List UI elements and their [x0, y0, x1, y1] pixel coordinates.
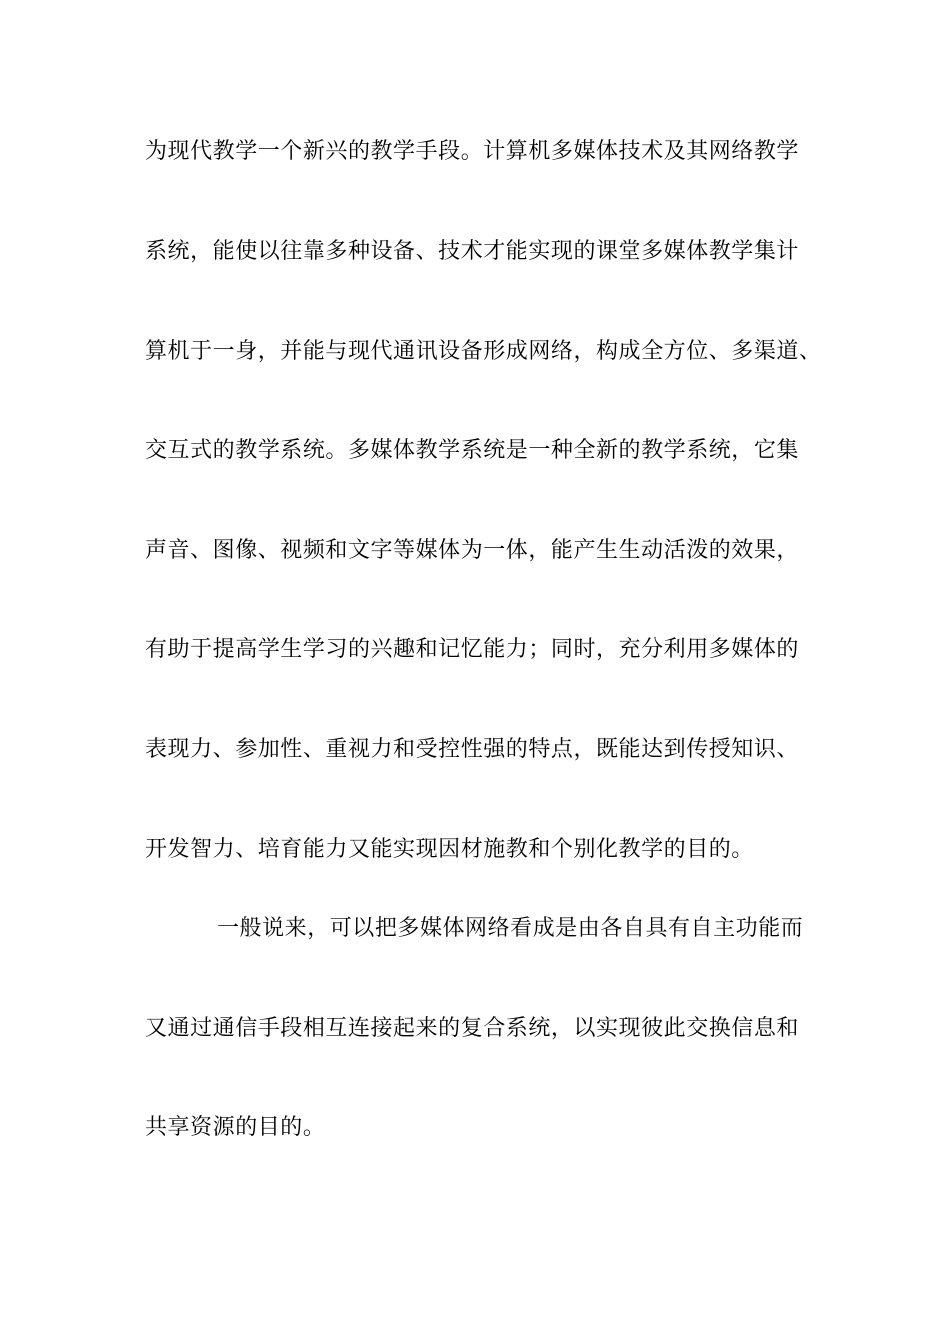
paragraph-line: 共享资源的目的。: [145, 1115, 326, 1140]
paragraph-line: 开发智力、培育能力又能实现因材施教和个别化教学的目的。: [145, 837, 754, 862]
paragraph-line: 表现力、参加性、重视力和受控性强的特点，既能达到传授知识、: [145, 737, 799, 762]
paragraph-line: 算机于一身，并能与现代通讯设备形成网络，构成全方位、多渠道、: [145, 339, 822, 364]
paragraph-line: 又通过通信手段相互连接起来的复合系统，以实现彼此交换信息和: [145, 1016, 799, 1041]
paragraph-line: 一般说来，可以把多媒体网络看成是由各自具有自主功能而: [217, 916, 804, 941]
paragraph-line: 为现代教学一个新兴的教学手段。计算机多媒体技术及其网络教学: [145, 139, 799, 164]
paragraph-line: 交互式的教学系统。多媒体教学系统是一种全新的教学系统，它集: [145, 438, 799, 463]
paragraph-line: 有助于提高学生学习的兴趣和记忆能力；同时，充分利用多媒体的: [145, 637, 799, 662]
paragraph-line: 声音、图像、视频和文字等媒体为一体，能产生生动活泼的效果，: [145, 538, 799, 563]
paragraph-line: 系统，能使以往靠多种设备、技术才能实现的课堂多媒体教学集计: [145, 239, 799, 264]
